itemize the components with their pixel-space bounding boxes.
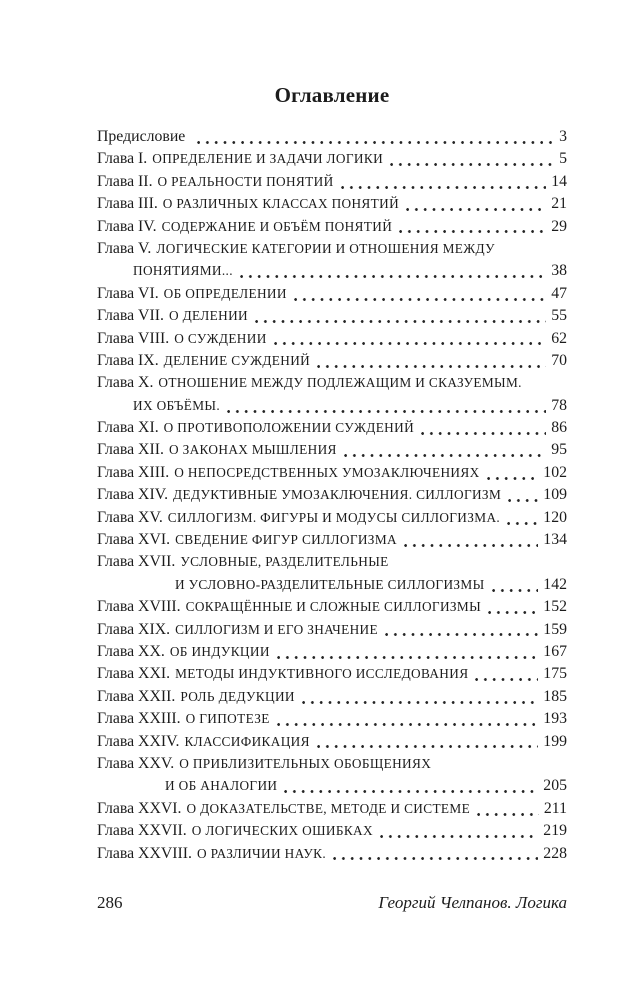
toc-entry-chapter: Глава V. — [97, 239, 152, 257]
toc-entry-chapter: Глава VIII. — [97, 329, 170, 347]
toc-entry-chapter: Глава XXIII. — [97, 710, 181, 728]
toc-entry-page: 199 — [543, 732, 567, 750]
toc-entry-title: О РАЗЛИЧИИ НАУК. — [197, 845, 327, 861]
dot-leader — [277, 656, 539, 659]
dot-leader — [317, 365, 546, 368]
toc-entry[interactable] — [97, 372, 567, 417]
dot-leader — [487, 477, 539, 480]
toc-entry-chapter: Глава VII. — [97, 307, 164, 325]
toc-entry[interactable] — [97, 462, 567, 484]
toc-entry-chapter: Глава XXVI. — [97, 799, 182, 817]
toc-entry-chapter: Глава IV. — [97, 217, 157, 235]
toc-entry[interactable] — [97, 193, 567, 215]
toc-entry-page: 219 — [543, 822, 567, 840]
toc-entry-title: О ПРОТИВОПОЛОЖЕНИИ СУЖДЕНИЙ — [163, 420, 415, 436]
toc-entry-title: ОТНОШЕНИЕ МЕЖДУ ПОДЛЕЖАЩИМ И СКАЗУЕМЫМ. — [158, 375, 522, 391]
toc-entry-title-continuation: И УСЛОВНО-РАЗДЕЛИТЕЛЬНЫЕ СИЛЛОГИЗМЫ — [175, 576, 485, 592]
toc-entry-page: 86 — [551, 419, 567, 437]
toc-entry-title: ДЕЛЕНИЕ СУЖДЕНИЙ — [163, 352, 311, 368]
toc-entry-page: 55 — [551, 307, 567, 325]
toc-entry[interactable] — [97, 596, 567, 618]
toc-entry-chapter: Глава XII. — [97, 441, 164, 459]
toc-entry-chapter: Глава VI. — [97, 284, 159, 302]
toc-entry-page: 185 — [543, 687, 567, 705]
toc-entry-title: О ПРИБЛИЗИТЕЛЬНЫХ ОБОБЩЕНИЯХ — [179, 755, 432, 771]
toc-entry-chapter: Глава XIII. — [97, 463, 170, 481]
toc-entry[interactable] — [97, 663, 567, 685]
dot-leader — [284, 790, 538, 793]
toc-entry-title: О ЛОГИЧЕСКИХ ОШИБКАХ — [191, 823, 373, 839]
toc-entry-page: 29 — [551, 217, 567, 235]
toc-entry-page: 109 — [543, 486, 567, 504]
toc-entry-page: 228 — [543, 844, 567, 862]
toc-entry-page: 21 — [551, 195, 567, 213]
toc-entry-title-continuation: И ОБ АНАЛОГИИ — [165, 778, 278, 794]
toc-entry-page: 193 — [543, 710, 567, 728]
toc-entry[interactable] — [97, 305, 567, 327]
toc-entry[interactable] — [97, 216, 567, 238]
toc-entry-chapter: Глава XV. — [97, 508, 163, 526]
toc-list — [97, 126, 567, 865]
toc-entry-title: УСЛОВНЫЕ, РАЗДЕЛИТЕЛЬНЫЕ — [180, 554, 389, 570]
dot-leader — [488, 611, 538, 614]
toc-entry[interactable] — [97, 641, 567, 663]
toc-entry-page: 134 — [543, 531, 567, 549]
toc-entry-title-continuation: ИХ ОБЪЁМЫ. — [133, 397, 221, 413]
toc-entry-chapter: Глава X. — [97, 374, 154, 392]
dot-leader — [475, 678, 538, 681]
dot-leader — [492, 589, 539, 592]
toc-entry[interactable] — [97, 529, 567, 551]
toc-entry-title: СИЛЛОГИЗМ И ЕГО ЗНАЧЕНИЕ — [175, 621, 378, 637]
toc-entry-page: 14 — [551, 172, 567, 190]
toc-entry-page: 102 — [543, 463, 567, 481]
dot-leader — [333, 857, 538, 860]
dot-leader — [344, 454, 546, 457]
toc-entry-page: 95 — [551, 441, 567, 459]
dot-leader — [406, 208, 546, 211]
toc-entry-page: 38 — [551, 262, 567, 280]
dot-leader — [507, 522, 538, 525]
folio-page-number: 286 — [97, 893, 123, 912]
toc-entry-chapter: Глава XXVIII. — [97, 844, 193, 862]
toc-entry-title: О ДЕЛЕНИИ — [168, 308, 248, 324]
toc-entry-title: О ГИПОТЕЗЕ — [185, 711, 270, 727]
toc-entry-page: 159 — [543, 620, 567, 638]
dot-leader — [274, 342, 547, 345]
toc-entry[interactable] — [97, 328, 567, 350]
toc-entry-title: КЛАССИФИКАЦИЯ — [184, 733, 310, 749]
toc-entry[interactable] — [97, 798, 567, 820]
toc-entry-chapter: Глава II. — [97, 172, 153, 190]
toc-entry[interactable] — [97, 238, 567, 283]
toc-entry-title: ДЕДУКТИВНЫЕ УМОЗАКЛЮЧЕНИЯ. СИЛЛОГИЗМ — [173, 487, 502, 503]
toc-entry-page: 78 — [551, 396, 567, 414]
toc-entry-chapter: Глава XIV. — [97, 486, 169, 504]
toc-entry-chapter: Глава XXVII. — [97, 822, 187, 840]
toc-entry-title: ЛОГИЧЕСКИЕ КАТЕГОРИИ И ОТНОШЕНИЯ МЕЖДУ — [156, 240, 495, 256]
dot-leader — [477, 813, 539, 816]
toc-entry[interactable] — [97, 619, 567, 641]
toc-entry[interactable] — [97, 731, 567, 753]
toc-entry-chapter: Глава XXII. — [97, 687, 176, 705]
toc-entry-chapter: Глава XXIV. — [97, 732, 180, 750]
toc-entry-page: 205 — [543, 777, 567, 795]
toc-entry-page: 47 — [551, 284, 567, 302]
dot-leader — [255, 320, 546, 323]
toc-entry-title: ОПРЕДЕЛЕНИЕ И ЗАДАЧИ ЛОГИКИ — [152, 151, 384, 167]
toc-entry-chapter: Глава XVII. — [97, 553, 176, 571]
toc-entry-page: 70 — [551, 351, 567, 369]
toc-entry-title: О СУЖДЕНИИ — [174, 330, 267, 346]
toc-entry[interactable] — [97, 484, 567, 506]
dot-leader — [240, 275, 546, 278]
toc-entry[interactable] — [97, 507, 567, 529]
toc-entry-chapter: Глава XXI. — [97, 665, 171, 683]
dot-leader — [508, 499, 538, 502]
dot-leader — [390, 163, 554, 166]
dot-leader — [404, 544, 538, 547]
toc-entry[interactable] — [97, 686, 567, 708]
dot-leader — [421, 432, 546, 435]
toc-entry-title-continuation: ПОНЯТИЯМИ... — [133, 263, 233, 279]
toc-entry-page: 142 — [543, 575, 567, 593]
toc-entry-chapter: Глава XVI. — [97, 531, 171, 549]
dot-leader — [294, 298, 546, 301]
toc-entry-title: РОЛЬ ДЕДУКЦИИ — [180, 688, 295, 704]
toc-entry-page: 120 — [543, 508, 567, 526]
toc-entry-page: 3 — [559, 128, 567, 145]
toc-entry[interactable] — [97, 820, 567, 842]
toc-entry[interactable] — [97, 843, 567, 865]
toc-entry-title: СИЛЛОГИЗМ. ФИГУРЫ И МОДУСЫ СИЛЛОГИЗМА. — [167, 509, 501, 525]
dot-leader — [277, 723, 539, 726]
toc-entry-page: 152 — [543, 598, 567, 616]
dot-leader — [341, 186, 547, 189]
dot-leader — [197, 141, 554, 144]
toc-entry-title: ОБ ИНДУКЦИИ — [169, 643, 270, 659]
toc-entry-title: ОБ ОПРЕДЕЛЕНИИ — [163, 285, 287, 301]
toc-entry-title: О НЕПОСРЕДСТВЕННЫХ УМОЗАКЛЮЧЕНИЯХ — [174, 464, 480, 480]
toc-entry-chapter: Глава III. — [97, 195, 158, 213]
toc-entry[interactable] — [97, 753, 567, 798]
toc-entry-chapter: Предисловие — [97, 128, 186, 145]
toc-entry-chapter: Глава XX. — [97, 642, 165, 660]
dot-leader — [399, 230, 546, 233]
toc-entry-title: МЕТОДЫ ИНДУКТИВНОГО ИССЛЕДОВАНИЯ — [175, 666, 469, 682]
toc-entry-title: СВЕДЕНИЕ ФИГУР СИЛЛОГИЗМА — [175, 532, 397, 548]
toc-entry-page: 167 — [543, 642, 567, 660]
dot-leader — [385, 633, 538, 636]
toc-entry-title: О ЗАКОНАХ МЫШЛЕНИЯ — [168, 442, 337, 458]
toc-entry[interactable] — [97, 417, 567, 439]
toc-entry-title: СОДЕРЖАНИЕ И ОБЪЁМ ПОНЯТИЙ — [161, 218, 393, 234]
running-title: Георгий Челпанов. Логика — [378, 893, 567, 912]
dot-leader — [302, 701, 538, 704]
toc-entry-chapter: Глава XXV. — [97, 754, 175, 772]
toc-entry-title: О РЕАЛЬНОСТИ ПОНЯТИЙ — [157, 173, 334, 189]
toc-entry-chapter: Глава I. — [97, 150, 148, 168]
toc-entry[interactable] — [97, 708, 567, 730]
dot-leader — [317, 745, 538, 748]
toc-entry[interactable] — [97, 439, 567, 461]
toc-entry-page: 62 — [551, 329, 567, 347]
toc-entry-page: 5 — [559, 150, 567, 168]
toc-entry[interactable] — [97, 126, 567, 148]
toc-entry-chapter: Глава XI. — [97, 419, 159, 437]
toc-entry-chapter: Глава IX. — [97, 351, 159, 369]
toc-entry-title: СОКРАЩЁННЫЕ И СЛОЖНЫЕ СИЛЛОГИЗМЫ — [185, 599, 482, 615]
toc-entry-chapter: Глава XVIII. — [97, 598, 181, 616]
toc-entry[interactable] — [97, 350, 567, 372]
toc-entry-page: 211 — [543, 799, 567, 817]
toc-entry-page: 175 — [543, 665, 567, 683]
toc-entry-title: О РАЗЛИЧНЫХ КЛАССАХ ПОНЯТИЙ — [162, 196, 400, 212]
toc-entry[interactable] — [97, 171, 567, 193]
page-footer — [97, 893, 567, 913]
dot-leader — [380, 835, 538, 838]
toc-entry[interactable] — [97, 283, 567, 305]
dot-leader — [227, 410, 546, 413]
toc-entry-chapter: Глава XIX. — [97, 620, 171, 638]
toc-entry-title: О ДОКАЗАТЕЛЬСТВЕ, МЕТОДЕ И СИСТЕМЕ — [186, 800, 471, 816]
toc-entry[interactable] — [97, 148, 567, 170]
toc-entry[interactable] — [97, 551, 567, 596]
page-title: Оглавление — [274, 83, 390, 107]
